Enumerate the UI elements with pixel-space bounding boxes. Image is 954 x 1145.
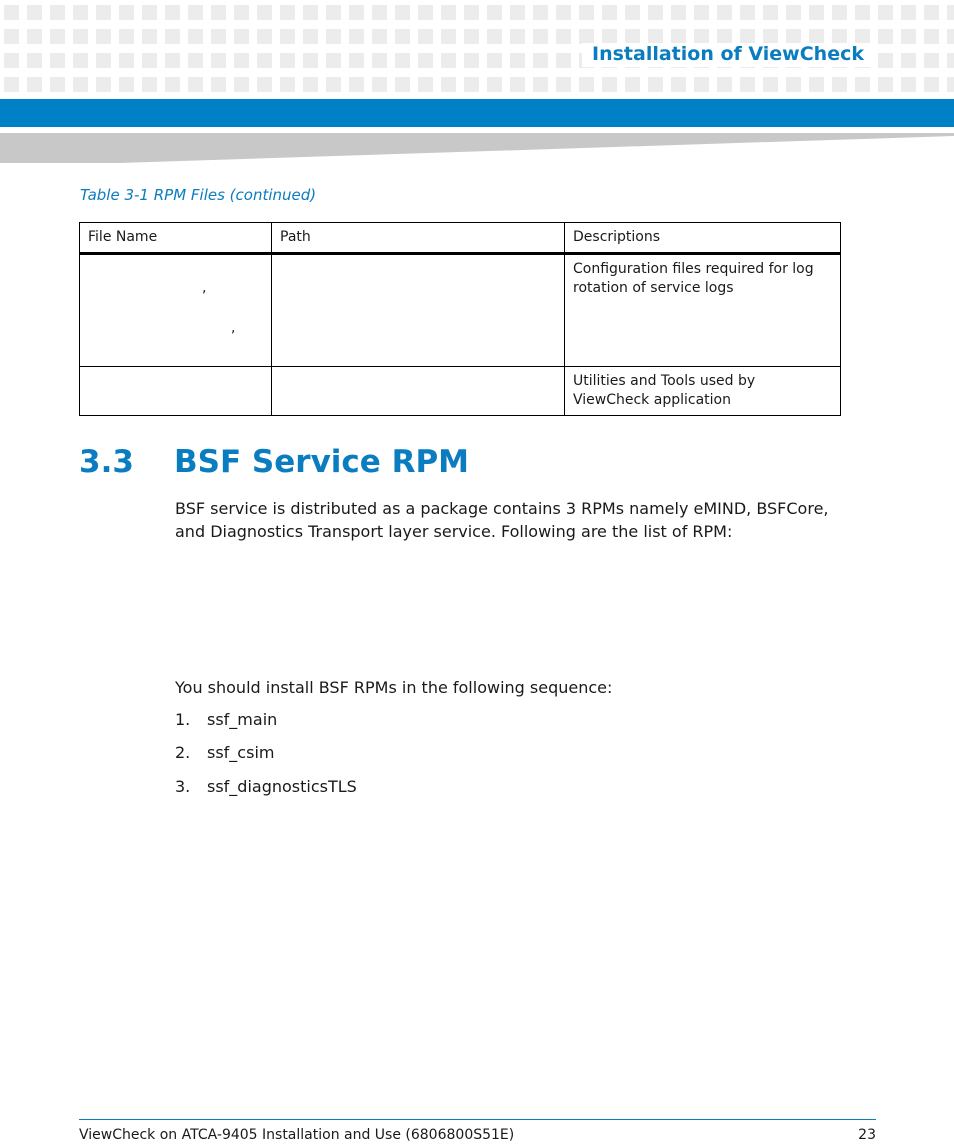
rpm-files-table: [79, 222, 841, 416]
sequence-intro-paragraph: You should install BSF RPMs in the following sequence:: [175, 678, 613, 697]
header-gray-wedge: [0, 130, 954, 163]
list-item-number: 2.: [175, 743, 191, 762]
cell-description: Configuration files required for log rotation of service logs: [565, 254, 841, 367]
cell-path: [272, 367, 565, 416]
column-header-path: Path: [272, 223, 565, 254]
running-header-title: Installation of ViewCheck: [582, 43, 872, 67]
list-item: [175, 710, 277, 729]
section-intro-paragraph: BSF service is distributed as a package contains 3 RPMs namely eMIND, BSFCore, and Diagnostics Transport layer service. Following are the list of RPM:: [175, 499, 829, 541]
cell-file-name: [80, 254, 272, 367]
list-item: [175, 743, 274, 762]
footer-rule: [79, 1119, 876, 1120]
header-blue-band: [0, 99, 954, 127]
list-item-text: ssf_diagnosticsTLS: [207, 777, 357, 796]
column-header-file-name: File Name: [80, 223, 272, 254]
list-item-number: 1.: [175, 710, 191, 729]
list-item: [175, 777, 357, 796]
section-number: 3.3: [79, 444, 134, 480]
footer-document-title: ViewCheck on ATCA-9405 Installation and Use (6806800S51E): [79, 1127, 515, 1143]
list-item-number: 3.: [175, 777, 191, 796]
cell-path: [272, 254, 565, 367]
cell-description: Utilities and Tools used by ViewCheck application: [565, 367, 841, 416]
file-name-separator: ,: [231, 320, 236, 336]
table-row: [80, 254, 841, 367]
table-row: [80, 367, 841, 416]
list-item-text: ssf_main: [207, 710, 278, 729]
file-name-separator: ,: [202, 280, 207, 296]
section-title: BSF Service RPM: [174, 444, 470, 480]
list-item-text: ssf_csim: [207, 743, 275, 762]
table-caption: Table 3-1 RPM Files (continued): [80, 186, 317, 204]
footer-page-number: 23: [858, 1127, 876, 1143]
cell-file-name: [80, 367, 272, 416]
column-header-descriptions: Descriptions: [565, 223, 841, 254]
